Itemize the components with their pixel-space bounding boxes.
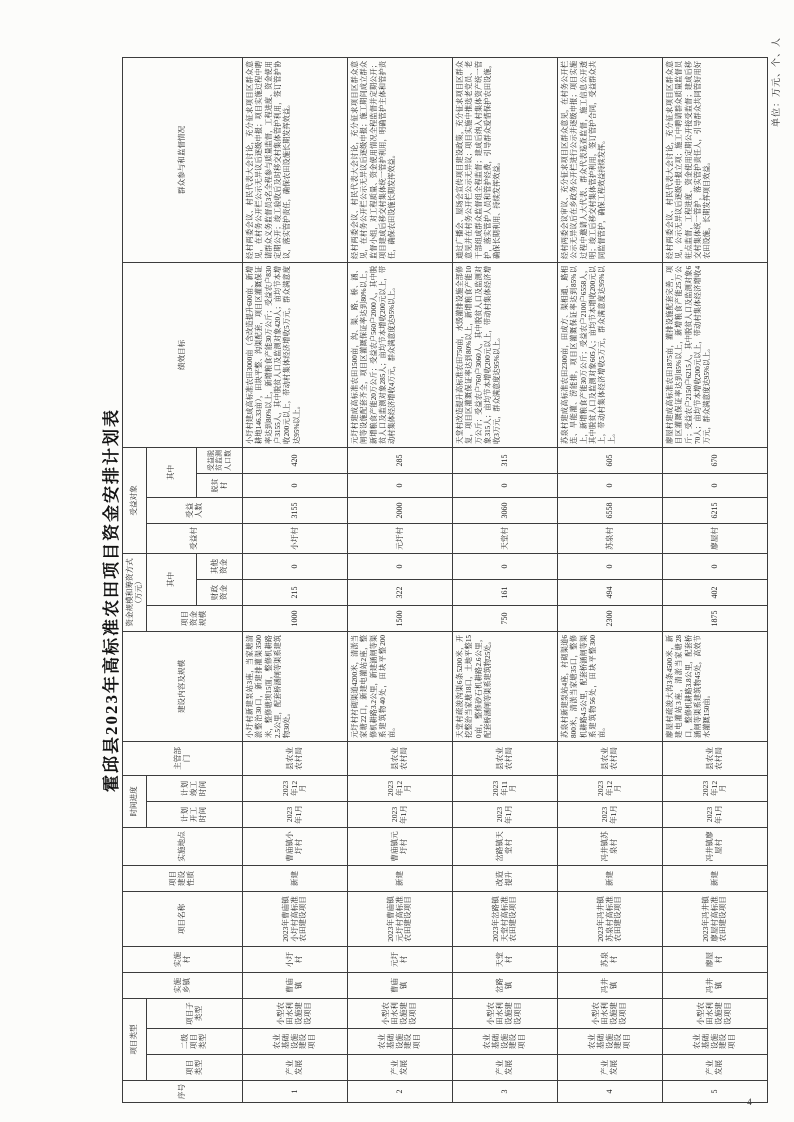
table-row [663, 57, 768, 1102]
cell-serial: 5 [663, 1081, 768, 1103]
cell-nature: 新建 [348, 865, 453, 891]
cell-fund-fiscal: 322 [348, 579, 453, 605]
cell-content: 廖屋村疏浚大沟3条4500米，新建电灌站3座，清淤当家塘28口，整修机耕路3.8公里，配套桥涵闸等渠系建筑物45处，高效节水灌溉150亩。 [663, 631, 768, 741]
cell-benefit-people: 2000 [348, 497, 453, 523]
cell-mass-participation: 经村两委会议审议、充分征求项目区群众意见，在村务公开栏公示无异议后在乡政务公开栏进行公示并逐级申报；项目实施过程中邀请人大代表、群众代表巡查监督，施工信息公开透明；竣工后移交村集体管护利用，签订管护合同，受益群众共同监督管护，确保工程效益持续发挥。 [558, 57, 663, 262]
col-header-performance: 绩效目标 [123, 262, 243, 447]
col-header-serial: 序号 [123, 1081, 243, 1103]
cell-type: 产业发展 [663, 1055, 768, 1081]
cell-poor-people: 670 [663, 447, 768, 473]
cell-location: 岔路镇天堂村 [453, 827, 558, 865]
cell-fund-total: 1500 [348, 605, 453, 631]
cell-project-name: 2023年岔路镇天堂村高标准农田建设项目 [453, 891, 558, 946]
table-row [243, 57, 348, 1102]
cell-type: 产业发展 [348, 1055, 453, 1081]
cell-type2: 农业基础设施建设项目 [558, 1029, 663, 1055]
cell-village: 天堂村 [453, 946, 558, 972]
col-header-fund-among: 其中 [147, 553, 197, 605]
cell-village: 元圩村 [348, 946, 453, 972]
table-header [123, 57, 243, 1102]
cell-performance: 小圩村建成高标准农田3000亩（含改造提升600亩、新增耕地146.33亩），田块平整、沟渠配套，项目区灌溉保证率达到80%以上，新增粮食产能30万公斤；受益农户830户3155人，其中脱贫人口及监测对象420人；亩均节本增收200元以上，带动村集体经济增收5万元，群众满意度达95%以上。 [243, 262, 348, 447]
cell-start-date: 2023年1月 [558, 801, 663, 827]
cell-type2: 农业基础设施建设项目 [243, 1029, 348, 1055]
cell-type3: 小型农田水利设施建设项目 [453, 998, 558, 1028]
col-header-benefit-among: 其中 [147, 447, 197, 497]
cell-project-name: 2023年曹庙镇小圩村高标准农田建设项目 [243, 891, 348, 946]
cell-nature: 新建 [243, 865, 348, 891]
plan-table [122, 57, 768, 1103]
cell-project-name: 2023年冯井镇廖屋村高标准农田建设项目 [663, 891, 768, 946]
cell-serial: 3 [453, 1081, 558, 1103]
col-header-location: 实施地点 [123, 827, 243, 865]
cell-poor-people: 315 [453, 447, 558, 473]
cell-location: 冯井镇苏泉村 [558, 827, 663, 865]
cell-poor-village: 0 [453, 473, 558, 497]
cell-serial: 4 [558, 1081, 663, 1103]
cell-mass-participation: 经村两委会议、村民代表大会讨论，充分征求项目区群众意见，在村务公开栏公示无异议后逐级申报；项目实施过程中聘请群众义务监督员3名全程参与质量监督，工程进度、资金使用定期公开；竣工验收后及时移交村集体管护利用，签订管护协议，落实管护责任，确保农田设施长期发挥效益。 [243, 57, 348, 262]
cell-benefit-village: 元圩村 [348, 523, 453, 553]
cell-poor-village: 0 [558, 473, 663, 497]
cell-mass-participation: 经村两委会议、村民代表大会讨论，充分征求项目区群众意见，公示无异议后逐级申报立项；施工中聘请群众质量监督员驻点监督，工程进度、资金使用定期公开接受监督；建成后移交村集体统一管护，落实管护责任人，引导群众共同管好用好农田设施，长期发挥项目效益。 [663, 57, 768, 262]
cell-start-date: 2023年1月 [348, 801, 453, 827]
page-number: 4 [747, 1098, 752, 1108]
cell-fund-other: 0 [453, 553, 558, 579]
cell-fund-other: 0 [663, 553, 768, 579]
cell-town: 曹庙镇 [243, 972, 348, 998]
col-header-town: 实施乡镇 [123, 972, 243, 998]
cell-location: 冯井镇廖屋村 [663, 827, 768, 865]
cell-start-date: 2023年1月 [243, 801, 348, 827]
cell-type2: 农业基础设施建设项目 [453, 1029, 558, 1055]
cell-nature: 新建 [558, 865, 663, 891]
cell-fund-other: 0 [243, 553, 348, 579]
cell-type3: 小型农田水利设施建设项目 [663, 998, 768, 1028]
cell-content: 天堂村疏浚沟渠6条5200米，开挖整治当家塘18口，土地平整150亩，整修砂石机耕路2.6公里，配套桥涵闸等渠系建筑物25处。 [453, 631, 558, 741]
cell-fund-total: 2300 [558, 605, 663, 631]
cell-village: 苏泉村 [558, 946, 663, 972]
cell-fund-total: 750 [453, 605, 558, 631]
cell-benefit-village: 廖屋村 [663, 523, 768, 553]
col-header-type2: 二级项目类型 [147, 1029, 243, 1055]
cell-dept: 县农业农村局 [558, 741, 663, 775]
rotated-sheet [122, 58, 767, 1103]
cell-performance: 元圩村建成高标准农田1500亩，沟、渠、路、桥、涵、闸等设施配套齐全，项目区灌溉保证率达到80%以上，新增粮食产能20万公斤；受益农户560户2000人，其中脱贫人口及监测对象285人；亩均节本增收200元以上，带动村集体经济增收4万元，群众满意度达95%以上。 [348, 262, 453, 447]
col-header-mass-participation: 群众参与和监督情况 [123, 57, 243, 262]
cell-dept: 县农业农村局 [243, 741, 348, 775]
cell-start-date: 2023年1月 [663, 801, 768, 827]
cell-benefit-village: 苏泉村 [558, 523, 663, 553]
cell-end-date: 2023年11月 [453, 775, 558, 801]
cell-fund-fiscal: 161 [453, 579, 558, 605]
cell-benefit-village: 小圩村 [243, 523, 348, 553]
cell-end-date: 2023年12月 [663, 775, 768, 801]
cell-fund-other: 0 [558, 553, 663, 579]
col-header-type-group: 项目类型 [123, 998, 147, 1080]
cell-project-name: 2023年冯井镇苏泉村高标准农田建设项目 [558, 891, 663, 946]
cell-start-date: 2023年1月 [453, 801, 558, 827]
cell-benefit-people: 3155 [243, 497, 348, 523]
cell-fund-fiscal: 402 [663, 579, 768, 605]
col-header-time-group: 时间进度 [123, 775, 147, 827]
cell-serial: 1 [243, 1081, 348, 1103]
table-row [348, 57, 453, 1102]
cell-mass-participation: 通过广播会、屋场会宣传项目建设政策，充分征求项目区群众意见并在村务公开栏公示无异议；项目实施中推选老党员、老干部组成群众监督组全程监督；建成后纳入村集体资产统一管护，落实管护人员和管护经费，引导群众爱惜保护农田设施，确保长期利用、持续发挥效益。 [453, 57, 558, 262]
table-row [558, 57, 663, 1102]
cell-fund-total: 1000 [243, 605, 348, 631]
cell-end-date: 2023年12月 [243, 775, 348, 801]
col-header-start-date: 计划开工时间 [147, 801, 243, 827]
cell-benefit-people: 6558 [558, 497, 663, 523]
cell-serial: 2 [348, 1081, 453, 1103]
cell-benefit-village: 天堂村 [453, 523, 558, 553]
cell-type: 产业发展 [243, 1055, 348, 1081]
cell-type2: 农业基础设施建设项目 [663, 1029, 768, 1055]
col-header-type3: 项目子类型 [147, 998, 243, 1028]
cell-end-date: 2023年12月 [348, 775, 453, 801]
cell-content: 小圩村新建泵站3座，当家塘清淤整治30口，新建排灌渠3500米，整修塘坝15面，整修机耕路2.5公里，配套桥涵闸等渠系建筑物30处。 [243, 631, 348, 741]
header-row-1 [123, 57, 147, 1102]
cell-type3: 小型农田水利设施建设项目 [243, 998, 348, 1028]
cell-poor-village: 0 [243, 473, 348, 497]
col-header-nature: 项目建设性质 [123, 865, 243, 891]
cell-type2: 农业基础设施建设项目 [348, 1029, 453, 1055]
col-header-type: 项目类型 [147, 1055, 243, 1081]
col-header-dept: 主管部门 [123, 741, 243, 775]
cell-mass-participation: 经村两委会议、村民代表大会讨论，充分征求项目区群众意见，在村务公开栏公示无异议后逐级申报；施工期间成立群众监督小组，对工程质量、资金使用情况全程监督并定期公开；项目建成后移交村集体统一管护利用，明确管护主体和管护责任，确保农田设施长期发挥效益。 [348, 57, 453, 262]
cell-location: 曹庙镇元圩村 [348, 827, 453, 865]
cell-poor-people: 285 [348, 447, 453, 473]
cell-village: 廖屋村 [663, 946, 768, 972]
col-header-fund-total: 项目资金规模 [147, 605, 243, 631]
cell-poor-village: 0 [348, 473, 453, 497]
table-row [453, 57, 558, 1102]
col-header-poor-village: 脱贫村 [197, 473, 243, 497]
cell-performance: 天堂村改造提升高标准农田750亩，水毁灌排设施全部修复，项目区灌溉保证率达到80%以上，新增粮食产能10万公斤；受益农户760户3060人，其中脱贫人口及监测对象315人；亩均节本增收200元以上，带动村集体经济增收3万元，群众满意度达95%以上。 [453, 262, 558, 447]
cell-fund-fiscal: 494 [558, 579, 663, 605]
col-header-project-name: 项目名称 [123, 891, 243, 946]
col-header-content: 建设内容及规模 [123, 631, 243, 741]
col-header-benefit-village: 受益村 [147, 523, 243, 553]
cell-performance: 廖屋村建成高标准农田1875亩，灌排设施配套完善，项目区灌溉保证率达到85%以上，新增粮食产能25万公斤；受益农户2150户6215人，其中脱贫人口及监测对象670人；亩均节本增收200元以上，带动村集体经济增收4万元，群众满意度达95%以上。 [663, 262, 768, 447]
cell-poor-people: 420 [243, 447, 348, 473]
cell-benefit-people: 3060 [453, 497, 558, 523]
cell-fund-other: 0 [348, 553, 453, 579]
cell-type: 产业发展 [558, 1055, 663, 1081]
col-header-poor-people: 受益脱贫监测人口数 [197, 447, 243, 473]
document-title: 霍邱县2023年高标准农田项目资金安排计划表 [102, 408, 121, 792]
cell-town: 冯井镇 [558, 972, 663, 998]
col-header-benefit-people: 受益人数 [147, 497, 243, 523]
cell-village: 小圩村 [243, 946, 348, 972]
cell-town: 冯井镇 [663, 972, 768, 998]
cell-poor-people: 605 [558, 447, 663, 473]
cell-type3: 小型农田水利设施建设项目 [558, 998, 663, 1028]
cell-dept: 县农业农村局 [453, 741, 558, 775]
cell-location: 曹庙镇小圩村 [243, 827, 348, 865]
col-header-village: 实施村 [123, 946, 243, 972]
cell-benefit-people: 6215 [663, 497, 768, 523]
col-header-fund-other: 其他资金 [197, 553, 243, 579]
cell-nature: 新建 [663, 865, 768, 891]
cell-type3: 小型农田水利设施建设项目 [348, 998, 453, 1028]
col-header-end-date: 计划竣工时间 [147, 775, 243, 801]
col-header-benefit-group: 受益对象 [123, 447, 147, 553]
cell-poor-village: 0 [663, 473, 768, 497]
col-header-fund-group: 资金规模和筹资方式（万元） [123, 553, 147, 631]
unit-note: 单位：万元、个、人 [771, 36, 781, 127]
col-header-fund-fiscal: 财政资金 [197, 579, 243, 605]
cell-type: 产业发展 [453, 1055, 558, 1081]
cell-town: 曹庙镇 [348, 972, 453, 998]
cell-content: 苏泉村新建泵站4座，衬砌渠道6800米，清淤当家塘35口，整修机耕路4.5公里，配套桥涵闸等渠系建筑物56处，田块平整300亩。 [558, 631, 663, 741]
cell-project-name: 2023年曹庙镇元圩村高标准农田建设项目 [348, 891, 453, 946]
cell-fund-total: 1875 [663, 605, 768, 631]
cell-performance: 苏泉村建成高标准农田2300亩，田成方、渠相通、路相连、旱能灌、涝能排，项目区灌溉保证率达到85%以上，新增粮食产能30万公斤；受益农户2100户6558人，其中脱贫人口及监测对象605人；亩均节本增收200元以上，带动村集体经济增收5万元，群众满意度达95%以上。 [558, 262, 663, 447]
cell-town: 岔路镇 [453, 972, 558, 998]
cell-fund-fiscal: 215 [243, 579, 348, 605]
cell-nature: 改造提升 [453, 865, 558, 891]
cell-end-date: 2023年12月 [558, 775, 663, 801]
cell-dept: 县农业农村局 [348, 741, 453, 775]
table-body [243, 57, 768, 1102]
cell-content: 元圩村衬砌渠道4200米，清淤当家塘22口，新建电灌站2座，整修机耕路3.2公里，新建涵闸等渠系建筑物40处，田块平整200亩。 [348, 631, 453, 741]
cell-dept: 县农业农村局 [663, 741, 768, 775]
